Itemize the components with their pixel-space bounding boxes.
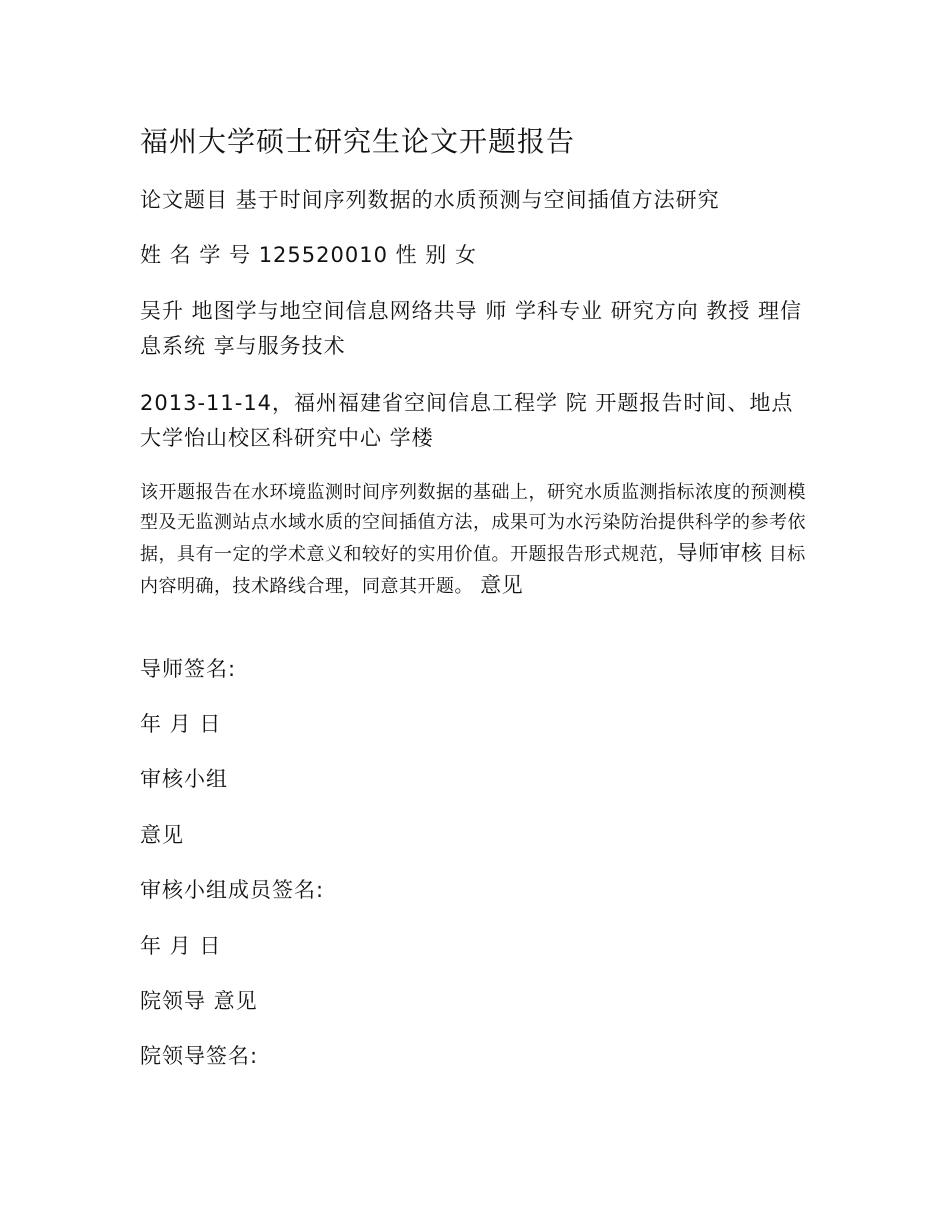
review-group-label: 审核小组 [140, 767, 228, 791]
advisor-opinion-text-1: 该开题报告在水环境监测时间序列数据的基础上，研究水质监测指标浓度的预测模型及无监测站点水域水质的空间插值方法，成果可为水污染防治提供科学的参考依据，具有一定的学术意义和较好的实用价值。开题报告形式规范， [140, 482, 806, 565]
thesis-topic-line: 论文题目 基于时间序列数据的水质预测与空间插值方法研究 [140, 188, 720, 212]
page-title: 福州大学硕士研究生论文开题报告 [140, 125, 576, 158]
dean-opinion-label: 院领导 意见 [140, 989, 258, 1013]
review-opinion-label: 意见 [140, 823, 184, 847]
advisor-review-label: 导师审核 [676, 541, 763, 565]
dean-signature-label: 院领导签名: [140, 1044, 259, 1068]
advisor-signature-label: 导师签名: [140, 657, 237, 681]
advisor-opinion-text-2: 目标内容明确，技术路线合理，同意其开题。 [140, 544, 806, 597]
date-line-1: 年 月 日 [140, 712, 222, 736]
time-place-line: 2013-11-14，福州福建省空间信息工程学 院 开题报告时间、地点 大学怡山校区科研究中心 学楼 [140, 391, 794, 450]
student-info-line: 姓 名 学 号 125520010 性 别 女 [140, 243, 477, 267]
advisor-info-line: 吴升 地图学与地空间信息网络共导 师 学科专业 研究方向 教授 理信息系统 享与服务技术 [140, 299, 803, 358]
review-signature-label: 审核小组成员签名: [140, 878, 325, 902]
date-line-2: 年 月 日 [140, 934, 222, 958]
advisor-opinion-label: 意见 [473, 573, 524, 597]
advisor-opinion-paragraph [140, 478, 810, 602]
